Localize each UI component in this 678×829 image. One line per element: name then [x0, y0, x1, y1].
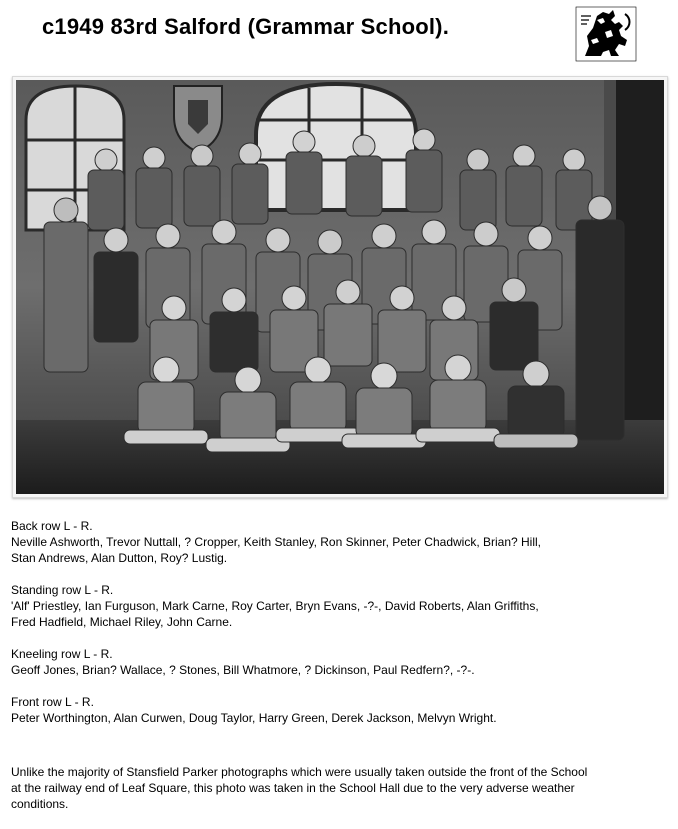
back-row-caption: [11, 518, 541, 566]
note-line-2: at the railway end of Leaf Square, this photo was taken in the School Hall due to the very adverse weather: [11, 781, 575, 795]
front-row-heading: Front row L - R.: [11, 695, 94, 709]
kneeling-row-names-line-1: Geoff Jones, Brian? Wallace, ? Stones, Bill Whatmore, ? Dickinson, Paul Redfern?, -?-.: [11, 663, 475, 677]
standing-row-heading: Standing row L - R.: [11, 583, 114, 597]
photo-note: [11, 764, 651, 812]
standing-row-caption: [11, 582, 539, 630]
standing-row-names-line-2: Fred Hadfield, Michael Riley, John Carne.: [11, 615, 233, 629]
page-title: c1949 83rd Salford (Grammar School).: [42, 14, 450, 39]
back-row-names-line-2: Stan Andrews, Alan Dutton, Roy? Lustig.: [11, 551, 228, 565]
note-line-3: conditions.: [11, 797, 69, 811]
standing-row-names-line-1: 'Alf' Priestley, Ian Furguson, Mark Carne, Roy Carter, Bryn Evans, -?-, David Roberts, Alan Griffiths,: [11, 599, 539, 613]
photo-frame: [12, 76, 668, 498]
back-row-heading: Back row L - R.: [11, 519, 93, 533]
lion-rampant-crest-icon: [575, 6, 637, 62]
back-row-names-line-1: Neville Ashworth, Trevor Nuttall, ? Cropper, Keith Stanley, Ron Skinner, Peter Chadwick, Brian? Hill,: [11, 535, 542, 549]
front-row-caption: [11, 694, 497, 726]
note-line-1: Unlike the majority of Stansfield Parker photographs which were usually taken outside the front of the School: [11, 765, 588, 779]
kneeling-row-caption: [11, 646, 475, 678]
kneeling-row-heading: Kneeling row L - R.: [11, 647, 113, 661]
group-photograph-icon: [16, 80, 664, 494]
front-row-names-line-1: Peter Worthington, Alan Curwen, Doug Taylor, Harry Green, Derek Jackson, Melvyn Wright.: [11, 711, 497, 725]
